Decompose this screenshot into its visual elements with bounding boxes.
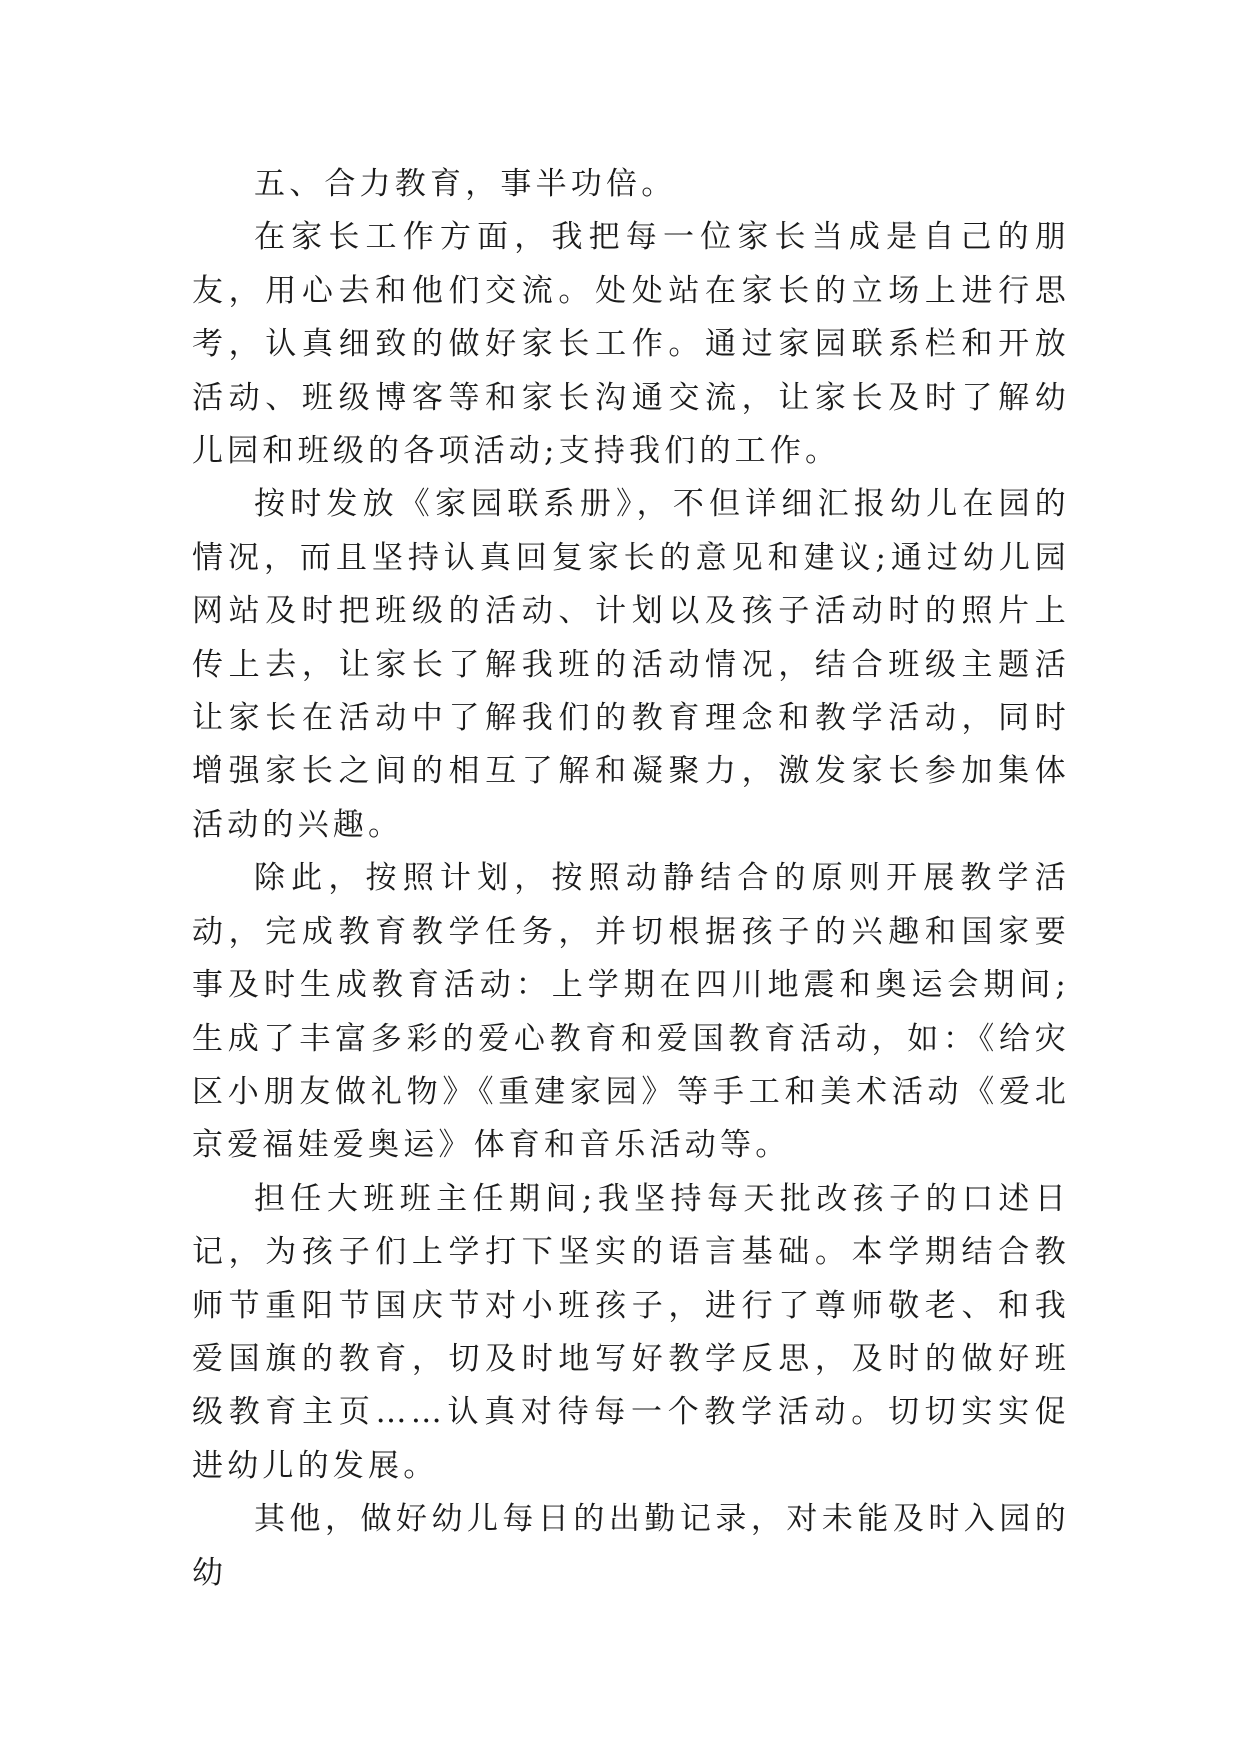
section-heading: 五、合力教育，事半功倍。 <box>254 166 677 202</box>
paragraph-parent-work: 在家长工作方面，我把每一位家长当成是自己的朋友，用心去和他们交流。处处站在家长的立场上进行思考，认真细致的做好家长工作。通过家园联系栏和开放活动、班级博客等和家长沟通交流，让家长及时了解幼儿园和班级的各项活动;支持我们的工作。 <box>192 219 1070 470</box>
paragraph-head-teacher: 担任大班班主任期间;我坚持每天批改孩子的口述日记，为孩子们上学打下坚实的语言基础。本学期结合教师节重阳节国庆节对小班孩子，进行了尊师敬老、和我爱国旗的教育，切及时地写好教学反思，及时的做好班级教育主页……认真对待每一个教学活动。切切实实促进幼儿的发展。 <box>192 1180 1070 1484</box>
paragraph-attendance: 其他，做好幼儿每日的出勤记录，对未能及时入园的幼 <box>192 1501 1070 1591</box>
paragraph-contact-book: 按时发放《家园联系册》，不但详细汇报幼儿在园的情况，而且坚持认真回复家长的意见和建议;通过幼儿园网站及时把班级的活动、计划以及孩子活动时的照片上传上去，让家长了解我班的活动情况，结合班级主题活让家长在活动中了解我们的教育理念和教学活动，同时增强家长之间的相互了解和凝聚力，激发家长参加集体活动的兴趣。 <box>192 486 1070 843</box>
document-body <box>192 158 1070 1600</box>
paragraph-teaching-activities: 除此，按照计划，按照动静结合的原则开展教学活动，完成教育教学任务，并切根据孩子的兴趣和国家要事及时生成教育活动：上学期在四川地震和奥运会期间;生成了丰富多彩的爱心教育和爱国教育活动，如：《给灾区小朋友做礼物》《重建家园》等手工和美术活动《爱北京爱福娃爱奥运》体育和音乐活动等。 <box>192 860 1070 1164</box>
